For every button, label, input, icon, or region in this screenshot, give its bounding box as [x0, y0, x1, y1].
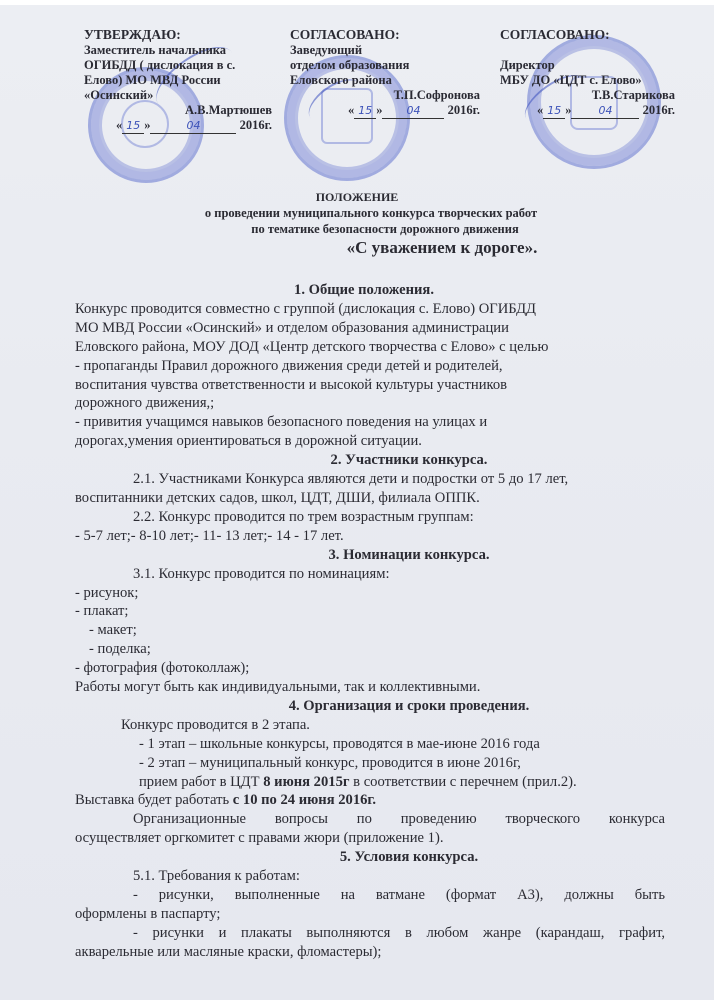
approval-line: Елово) МО МВД России [84, 73, 221, 87]
paragraph-line: дорожного движения,; [75, 395, 215, 412]
date-month: 04 [382, 103, 444, 119]
paragraph-line: Еловского района, МОУ ДОД «Центр детского творчества с Елово» с целью [75, 338, 549, 355]
approval-line: «Осинский» [84, 88, 154, 102]
date-day: 15 [543, 103, 565, 119]
section-heading: 4. Организация и сроки проведения. [288, 697, 530, 714]
list-item: - рисунок; [75, 584, 139, 601]
approval-line: отделом образования [290, 58, 410, 72]
paragraph-line: МО МВД России «Осинский» и отделом образования администрации [75, 319, 509, 336]
date-year: 2016г. [447, 103, 480, 117]
approval-date: « 15 » 04 2016г. [347, 103, 480, 117]
approval-block-police [84, 27, 272, 134]
date-month: 04 [571, 103, 639, 119]
spacer [500, 43, 675, 58]
exhibit-text: Выставка будет работать [75, 792, 233, 809]
paragraph-line: - привития учащимся навыков безопасного поведения на улицах и [75, 414, 488, 431]
paragraph-line: - 2 этап – муниципальный конкурс, проводится в июне 2016г, [139, 754, 521, 771]
approval-line: Еловского района [290, 73, 392, 87]
reception-date: 8 июня 2015г [263, 773, 350, 790]
document-title [0, 189, 714, 259]
section-heading: 1. Общие положения. [294, 282, 434, 298]
paragraph-line: 2.1. Участниками Конкурса являются дети и подростки от 5 до 17 лет, [133, 471, 569, 488]
doc-type: ПОЛОЖЕНИЕ [315, 190, 399, 204]
paragraph-line: оформлены в паспарту; [75, 905, 221, 922]
reception-text: в соответствии с перечнем (прил.2). [349, 773, 577, 790]
approval-line: ОГИБДД ( дислокация в с. [84, 58, 236, 72]
date-year: 2016г. [239, 118, 272, 132]
contest-name: «С уважением к дороге». [346, 238, 538, 257]
section-heading: 3. Номинации конкурса. [328, 546, 490, 563]
paragraph-line: дорогах,умения ориентироваться в дорожной ситуации. [75, 433, 422, 450]
list-item: - фотография (фотоколлаж); [75, 660, 250, 677]
title-line: о проведении муниципального конкурса творческих работ [204, 206, 538, 220]
document-body [75, 281, 665, 962]
section-heading: 2. Участники конкурса. [330, 452, 488, 469]
paragraph-line: Работы могут быть как индивидуальными, так и коллективными. [75, 679, 481, 696]
approval-heading: СОГЛАСОВАНО: [290, 27, 400, 42]
date-month: 04 [150, 118, 236, 134]
approval-block-cdt [500, 27, 675, 119]
approval-date: « 15 » 04 2016г. [115, 118, 272, 132]
approval-block-education [290, 27, 480, 119]
document-page [0, 5, 714, 1000]
date-day: 15 [122, 118, 144, 134]
paragraph-line: Конкурс проводится совместно с группой (дислокация с. Елово) ОГИБДД [75, 300, 536, 317]
paragraph-line: воспитанники детских садов, школ, ЦДТ, ДШИ, филиала ОППК. [75, 489, 480, 506]
exhibit-dates: с 10 по 24 июня 2016г. [232, 792, 377, 809]
paragraph-line: Конкурс проводится в 2 этапа. [121, 716, 310, 733]
approval-line: Заместитель начальника [84, 43, 227, 57]
approval-line: Заведующий [290, 43, 363, 57]
paragraph-line: акварельные или масляные краски, фломастеры); [75, 943, 382, 960]
approval-line: Директор [500, 58, 555, 72]
paragraph-line: 2.2. Конкурс проводится по трем возрастным группам: [133, 508, 474, 525]
paragraph-line: воспитания чувства ответственности и высокой культуры участников [75, 376, 508, 393]
approval-heading: СОГЛАСОВАНО: [500, 27, 610, 42]
section-heading: 5. Условия конкурса. [339, 849, 479, 866]
signatory-name: Т.В.Старикова [591, 88, 675, 102]
date-day: 15 [354, 103, 376, 119]
signatory-name: Т.П.Софронова [393, 88, 480, 102]
paragraph-line: - рисунки и плакаты выполняются в любом жанре (карандаш, графит, [133, 924, 665, 941]
paragraph-line: осуществляет оргкомитет с правами жюри (приложение 1). [75, 830, 444, 847]
approval-heading: УТВЕРЖДАЮ: [84, 27, 181, 42]
date-year: 2016г. [642, 103, 675, 117]
paragraph-line [75, 773, 665, 792]
signatory-name: А.В.Мартюшев [185, 103, 272, 117]
paragraph-line: 5.1. Требования к работам: [133, 868, 300, 885]
list-item: - поделка; [89, 641, 151, 658]
title-line: по тематике безопасности дорожного движения [251, 222, 519, 236]
approval-line: МБУ ДО «ЦДТ с. Елово» [500, 73, 642, 87]
approval-date: « 15 » 04 2016г. [536, 103, 675, 117]
paragraph-line: - 1 этап – школьные конкурсы, проводятся в мае-июне 2016 года [139, 735, 540, 752]
paragraph-line: - 5-7 лет;- 8-10 лет;- 11- 13 лет;- 14 - 17 лет. [75, 527, 344, 544]
list-item: - плакат; [75, 603, 129, 620]
reception-text: прием работ в ЦДТ [139, 773, 264, 790]
paragraph-line: - пропаганды Правил дорожного движения среди детей и родителей, [75, 357, 503, 374]
list-item: - макет; [89, 622, 137, 639]
paragraph-line [75, 791, 665, 810]
paragraph-line: Организационные вопросы по проведению творческого конкурса [133, 811, 665, 828]
paragraph-line: - рисунки, выполненные на ватмане (формат А3), должны быть [133, 887, 665, 903]
paragraph-line: 3.1. Конкурс проводится по номинациям: [133, 565, 390, 582]
